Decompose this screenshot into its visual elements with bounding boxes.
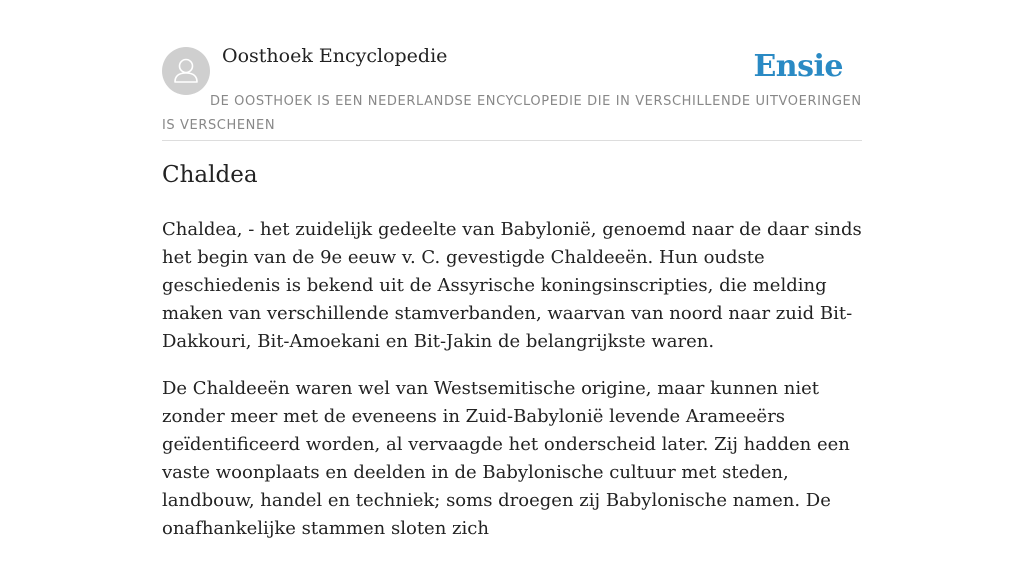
- article-title: Chaldea: [162, 162, 258, 188]
- article-paragraph: Chaldea, - het zuidelijk gedeelte van Babylonië, genoemd naar de daar sinds het begin van de 9e eeuw v. C. gevestigde Chaldeeën. Hun oudste geschiedenis is bekend uit de Assyrische koningsinscripties, die melding maken van verschillende stamverbanden, waarvan van noord naar zuid Bit-Dakkouri, Bit-Amoekani en Bit-Jakin de belangrijkste waren.: [162, 219, 862, 352]
- page: [162, 0, 862, 539]
- article-paragraph: De Chaldeeën waren wel van Westsemitische origine, maar kunnen niet zonder meer met de eveneens in Zuid-Babylonië levende Arameeërs geïdentificeerd worden, al vervaagde het onderscheid later. Zij hadden een vaste woonplaats en deelden in de Babylonische cultuur met steden, landbouw, handel en techniek; soms droegen zij Babylonische namen. De onafhankelijke stammen sloten zich: [162, 378, 850, 539]
- user-avatar-icon[interactable]: [162, 47, 210, 95]
- brand-logo[interactable]: Ensie: [753, 49, 843, 84]
- site-header: [162, 0, 862, 141]
- article-body: [162, 216, 862, 562]
- site-tagline: DE OOSTHOEK IS EEN NEDERLANDSE ENCYCLOPEDIE DIE IN VERSCHILLENDE UITVOERINGEN IS VERSCHENEN: [162, 94, 862, 133]
- site-name[interactable]: Oosthoek Encyclopedie: [222, 45, 448, 67]
